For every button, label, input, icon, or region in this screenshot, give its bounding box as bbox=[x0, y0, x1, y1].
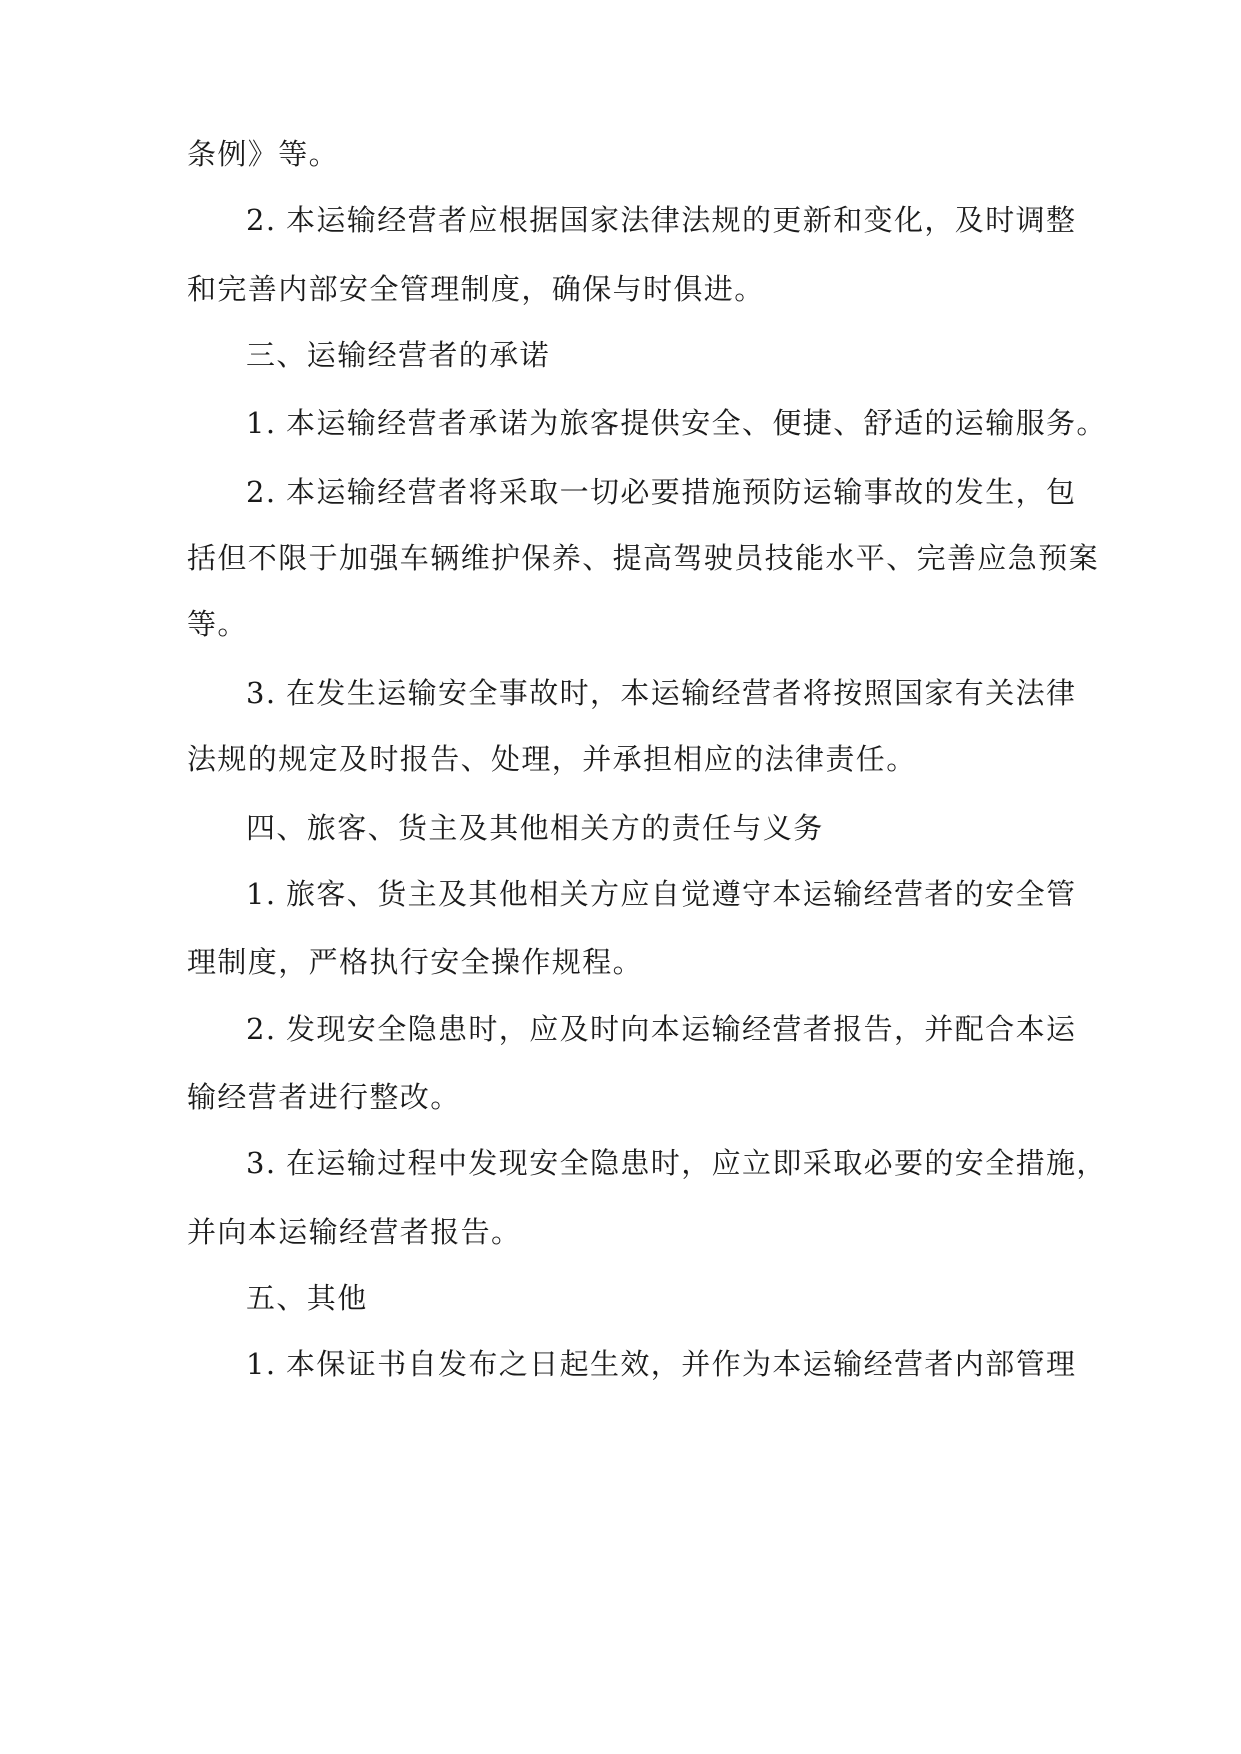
item-number: 2. bbox=[246, 203, 277, 237]
list-item-line: 1. 本运输经营者承诺为旅客提供安全、便捷、舒适的运输服务。 bbox=[246, 406, 1107, 440]
list-item-line: 2. 本运输经营者应根据国家法律法规的更新和变化，及时调整 bbox=[246, 203, 1077, 237]
paragraph-line: 法规的规定及时报告、处理，并承担相应的法律责任。 bbox=[187, 742, 917, 776]
item-number: 3. bbox=[246, 1146, 277, 1180]
paragraph-line: 和完善内部安全管理制度，确保与时俱进。 bbox=[187, 272, 765, 306]
section-heading: 四、旅客、货主及其他相关方的责任与义务 bbox=[246, 811, 824, 845]
list-item-line: 1. 本保证书自发布之日起生效，并作为本运输经营者内部管理 bbox=[246, 1347, 1077, 1381]
item-number: 1. bbox=[246, 877, 277, 911]
item-number: 1. bbox=[246, 1347, 277, 1381]
paragraph-line: 并向本运输经营者报告。 bbox=[187, 1215, 522, 1249]
paragraph-line: 等。 bbox=[187, 607, 248, 641]
list-item-line: 3. 在运输过程中发现安全隐患时，应立即采取必要的安全措施， bbox=[246, 1146, 1107, 1180]
item-number: 1. bbox=[246, 406, 277, 440]
paragraph-line: 理制度，严格执行安全操作规程。 bbox=[187, 945, 644, 979]
section-heading: 三、运输经营者的承诺 bbox=[246, 338, 551, 372]
paragraph-line: 括但不限于加强车辆维护保养、提高驾驶员技能水平、完善应急预案 bbox=[187, 541, 1100, 575]
list-item-line: 3. 在发生运输安全事故时，本运输经营者将按照国家有关法律 bbox=[246, 676, 1077, 710]
section-heading: 五、其他 bbox=[246, 1281, 368, 1315]
list-item-line: 2. 发现安全隐患时，应及时向本运输经营者报告，并配合本运 bbox=[246, 1012, 1077, 1046]
paragraph-line: 输经营者进行整改。 bbox=[187, 1080, 461, 1114]
list-item-line: 1. 旅客、货主及其他相关方应自觉遵守本运输经营者的安全管 bbox=[246, 877, 1077, 911]
item-number: 3. bbox=[246, 676, 277, 710]
paragraph-line: 条例》等。 bbox=[187, 137, 340, 171]
item-number: 2. bbox=[246, 475, 277, 509]
item-number: 2. bbox=[246, 1012, 277, 1046]
list-item-line: 2. 本运输经营者将采取一切必要措施预防运输事故的发生，包 bbox=[246, 475, 1077, 509]
